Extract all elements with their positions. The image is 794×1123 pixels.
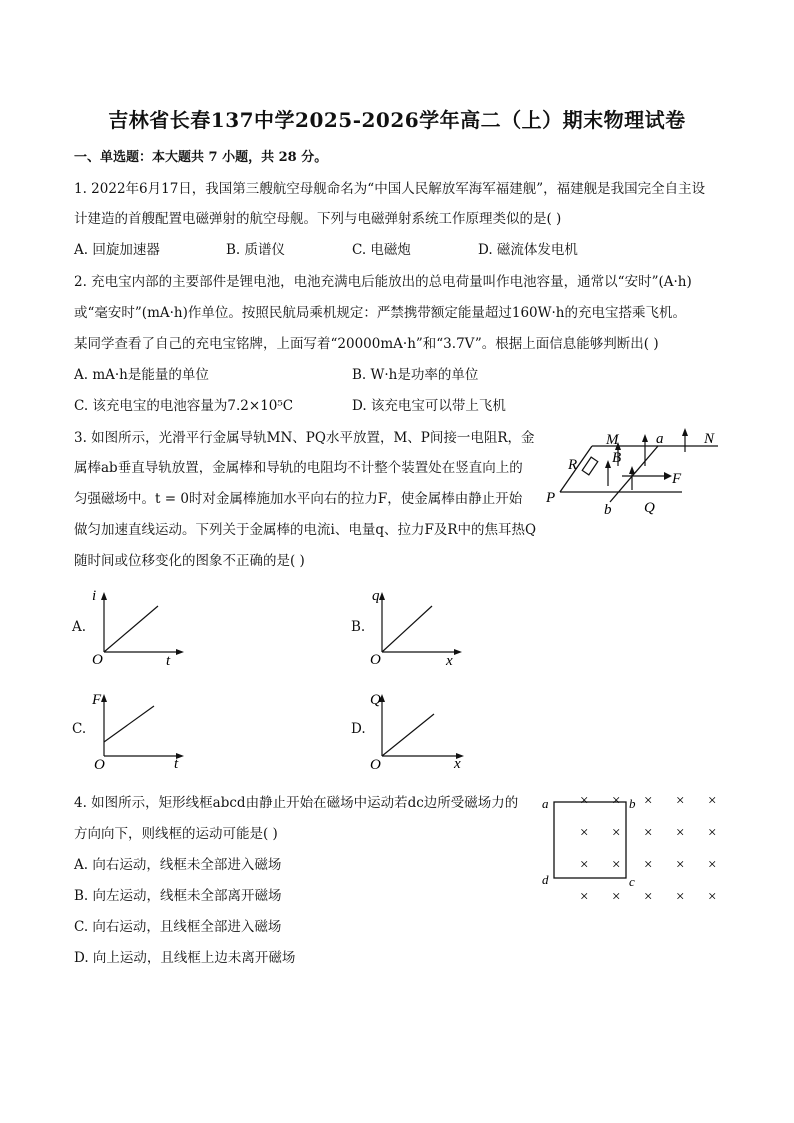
q3-option-b[interactable]: B.	[351, 619, 366, 635]
q1-line1: 1. 2022年6月17日，我国第三艘航空母舰命名为“中国人民解放军海军福建舰”，福建舰是我国完全自主设	[74, 181, 706, 197]
q2-option-d[interactable]: D. 该充电宝可以带上飞机	[352, 398, 506, 414]
label-M: M	[606, 432, 619, 448]
field-cross-mark: ×	[644, 889, 653, 905]
field-cross-mark: ×	[708, 825, 717, 841]
q1-line2: 计建造的首艘配置电磁弹射的航空母舰。下列与电磁弹射系统工作原理类似的是( )	[74, 211, 562, 227]
field-cross-mark: ×	[644, 857, 653, 873]
axis-y: Q	[370, 692, 381, 708]
q3-line2: 属棒ab垂直导轨放置，金属棒和导轨的电阻均不计整个装置处在竖直向上的	[74, 460, 523, 476]
axis-origin: O	[92, 652, 103, 668]
q3-graph-c	[90, 690, 190, 772]
q3-option-a[interactable]: A.	[72, 619, 87, 635]
label-B: B	[612, 450, 622, 466]
field-cross-mark: ×	[612, 889, 621, 905]
q4-option-a[interactable]: A. 向右运动，线框未全部进入磁场	[74, 857, 282, 873]
q3-option-c[interactable]: C.	[72, 721, 87, 737]
q1-option-b[interactable]: B. 质谱仪	[226, 242, 286, 258]
label-c: c	[629, 874, 635, 889]
field-cross-mark: ×	[708, 857, 717, 873]
page-title: 吉林省长春137中学2025-2026学年高二（上）期末物理试卷	[108, 108, 686, 132]
axis-x: x	[446, 653, 453, 668]
field-cross-mark: ×	[708, 793, 717, 809]
q3-graph-b	[368, 588, 468, 668]
q1-option-a[interactable]: A. 回旋加速器	[74, 242, 160, 258]
q2-line1: 2. 充电宝内部的主要部件是锂电池，电池充满电后能放出的总电荷量叫作电池容量，通常以“安时”(A·h)	[74, 274, 692, 290]
q2-line2: 或“毫安时”(mA·h)作单位。按照民航局乘机规定：严禁携带额定能量超过160W·h的充电宝搭乘飞机。	[74, 305, 687, 321]
q4-option-d[interactable]: D. 向上运动，且线框上边未离开磁场	[74, 950, 296, 966]
q1-option-c[interactable]: C. 电磁炮	[352, 242, 411, 258]
field-cross-mark: ×	[676, 857, 685, 873]
label-b: b	[604, 502, 612, 518]
field-cross-mark: ×	[612, 857, 621, 873]
label-R: R	[568, 457, 578, 473]
q3-line3: 匀强磁场中。t = 0时对金属棒施加水平向右的拉力F，使金属棒由静止开始	[74, 491, 523, 507]
label-d: d	[542, 872, 549, 887]
axis-y: F	[92, 692, 102, 708]
axis-x: t	[174, 756, 179, 772]
axis-x: t	[166, 653, 171, 668]
q3-line1: 3. 如图所示，光滑平行金属导轨MN、PQ水平放置，M、P间接一电阻R，金	[74, 430, 535, 446]
axis-origin: O	[370, 652, 381, 668]
field-cross-mark: ×	[676, 825, 685, 841]
q3-graph-a	[90, 588, 190, 668]
field-cross-mark: ×	[580, 857, 589, 873]
field-cross-mark: ×	[612, 793, 621, 809]
q2-option-a[interactable]: A. mA·h是能量的单位	[74, 367, 209, 383]
field-cross-mark: ×	[580, 793, 589, 809]
field-cross-mark: ×	[708, 889, 717, 905]
field-cross-mark: ×	[676, 793, 685, 809]
q3-line4: 做匀加速直线运动。下列关于金属棒的电流i、电量q、拉力F及R中的焦耳热Q	[74, 522, 537, 538]
q2-option-b[interactable]: B. W·h是功率的单位	[352, 367, 479, 383]
axis-y: i	[92, 588, 97, 604]
label-a: a	[656, 431, 664, 447]
q4-option-b[interactable]: B. 向左运动，线框未全部离开磁场	[74, 888, 282, 904]
q2-option-c[interactable]: C. 该充电宝的电池容量为7.2×10⁵C	[74, 398, 294, 414]
field-cross-mark: ×	[676, 889, 685, 905]
q4-line2: 方向向下，则线框的运动可能是( )	[74, 826, 278, 842]
q3-graph-d	[368, 690, 468, 772]
q1-option-d[interactable]: D. 磁流体发电机	[478, 242, 578, 258]
q3-rail-figure	[540, 426, 730, 518]
q3-option-d[interactable]: D.	[351, 721, 366, 737]
q4-option-c[interactable]: C. 向右运动，且线框全部进入磁场	[74, 919, 282, 935]
q3-line5: 随时间或位移变化的图象不正确的是( )	[74, 553, 305, 569]
label-F: F	[672, 471, 682, 487]
q4-frame-figure	[538, 782, 734, 906]
label-a: a	[542, 796, 549, 811]
q4-line1: 4. 如图所示，矩形线框abcd由静止开始在磁场中运动若dc边所受磁场力的	[74, 795, 519, 811]
field-cross-mark: ×	[612, 825, 621, 841]
field-cross-mark: ×	[644, 825, 653, 841]
field-cross-mark: ×	[580, 825, 589, 841]
q2-line3: 某同学查看了自己的充电宝铭牌，上面写着“20000mA·h”和“3.7V”。根据上面信息能够判断出( )	[74, 336, 659, 352]
magnetic-field-crosses	[580, 793, 716, 905]
label-N: N	[704, 431, 715, 447]
label-b: b	[629, 796, 636, 811]
field-cross-mark: ×	[580, 889, 589, 905]
label-P: P	[546, 490, 556, 506]
axis-x: x	[454, 756, 461, 772]
axis-origin: O	[370, 757, 381, 772]
field-cross-mark: ×	[644, 793, 653, 809]
axis-origin: O	[94, 757, 105, 772]
section-heading: 一、单选题：本大题共 7 小题，共 28 分。	[74, 150, 328, 165]
axis-y: q	[372, 588, 380, 604]
label-Q: Q	[644, 500, 655, 516]
